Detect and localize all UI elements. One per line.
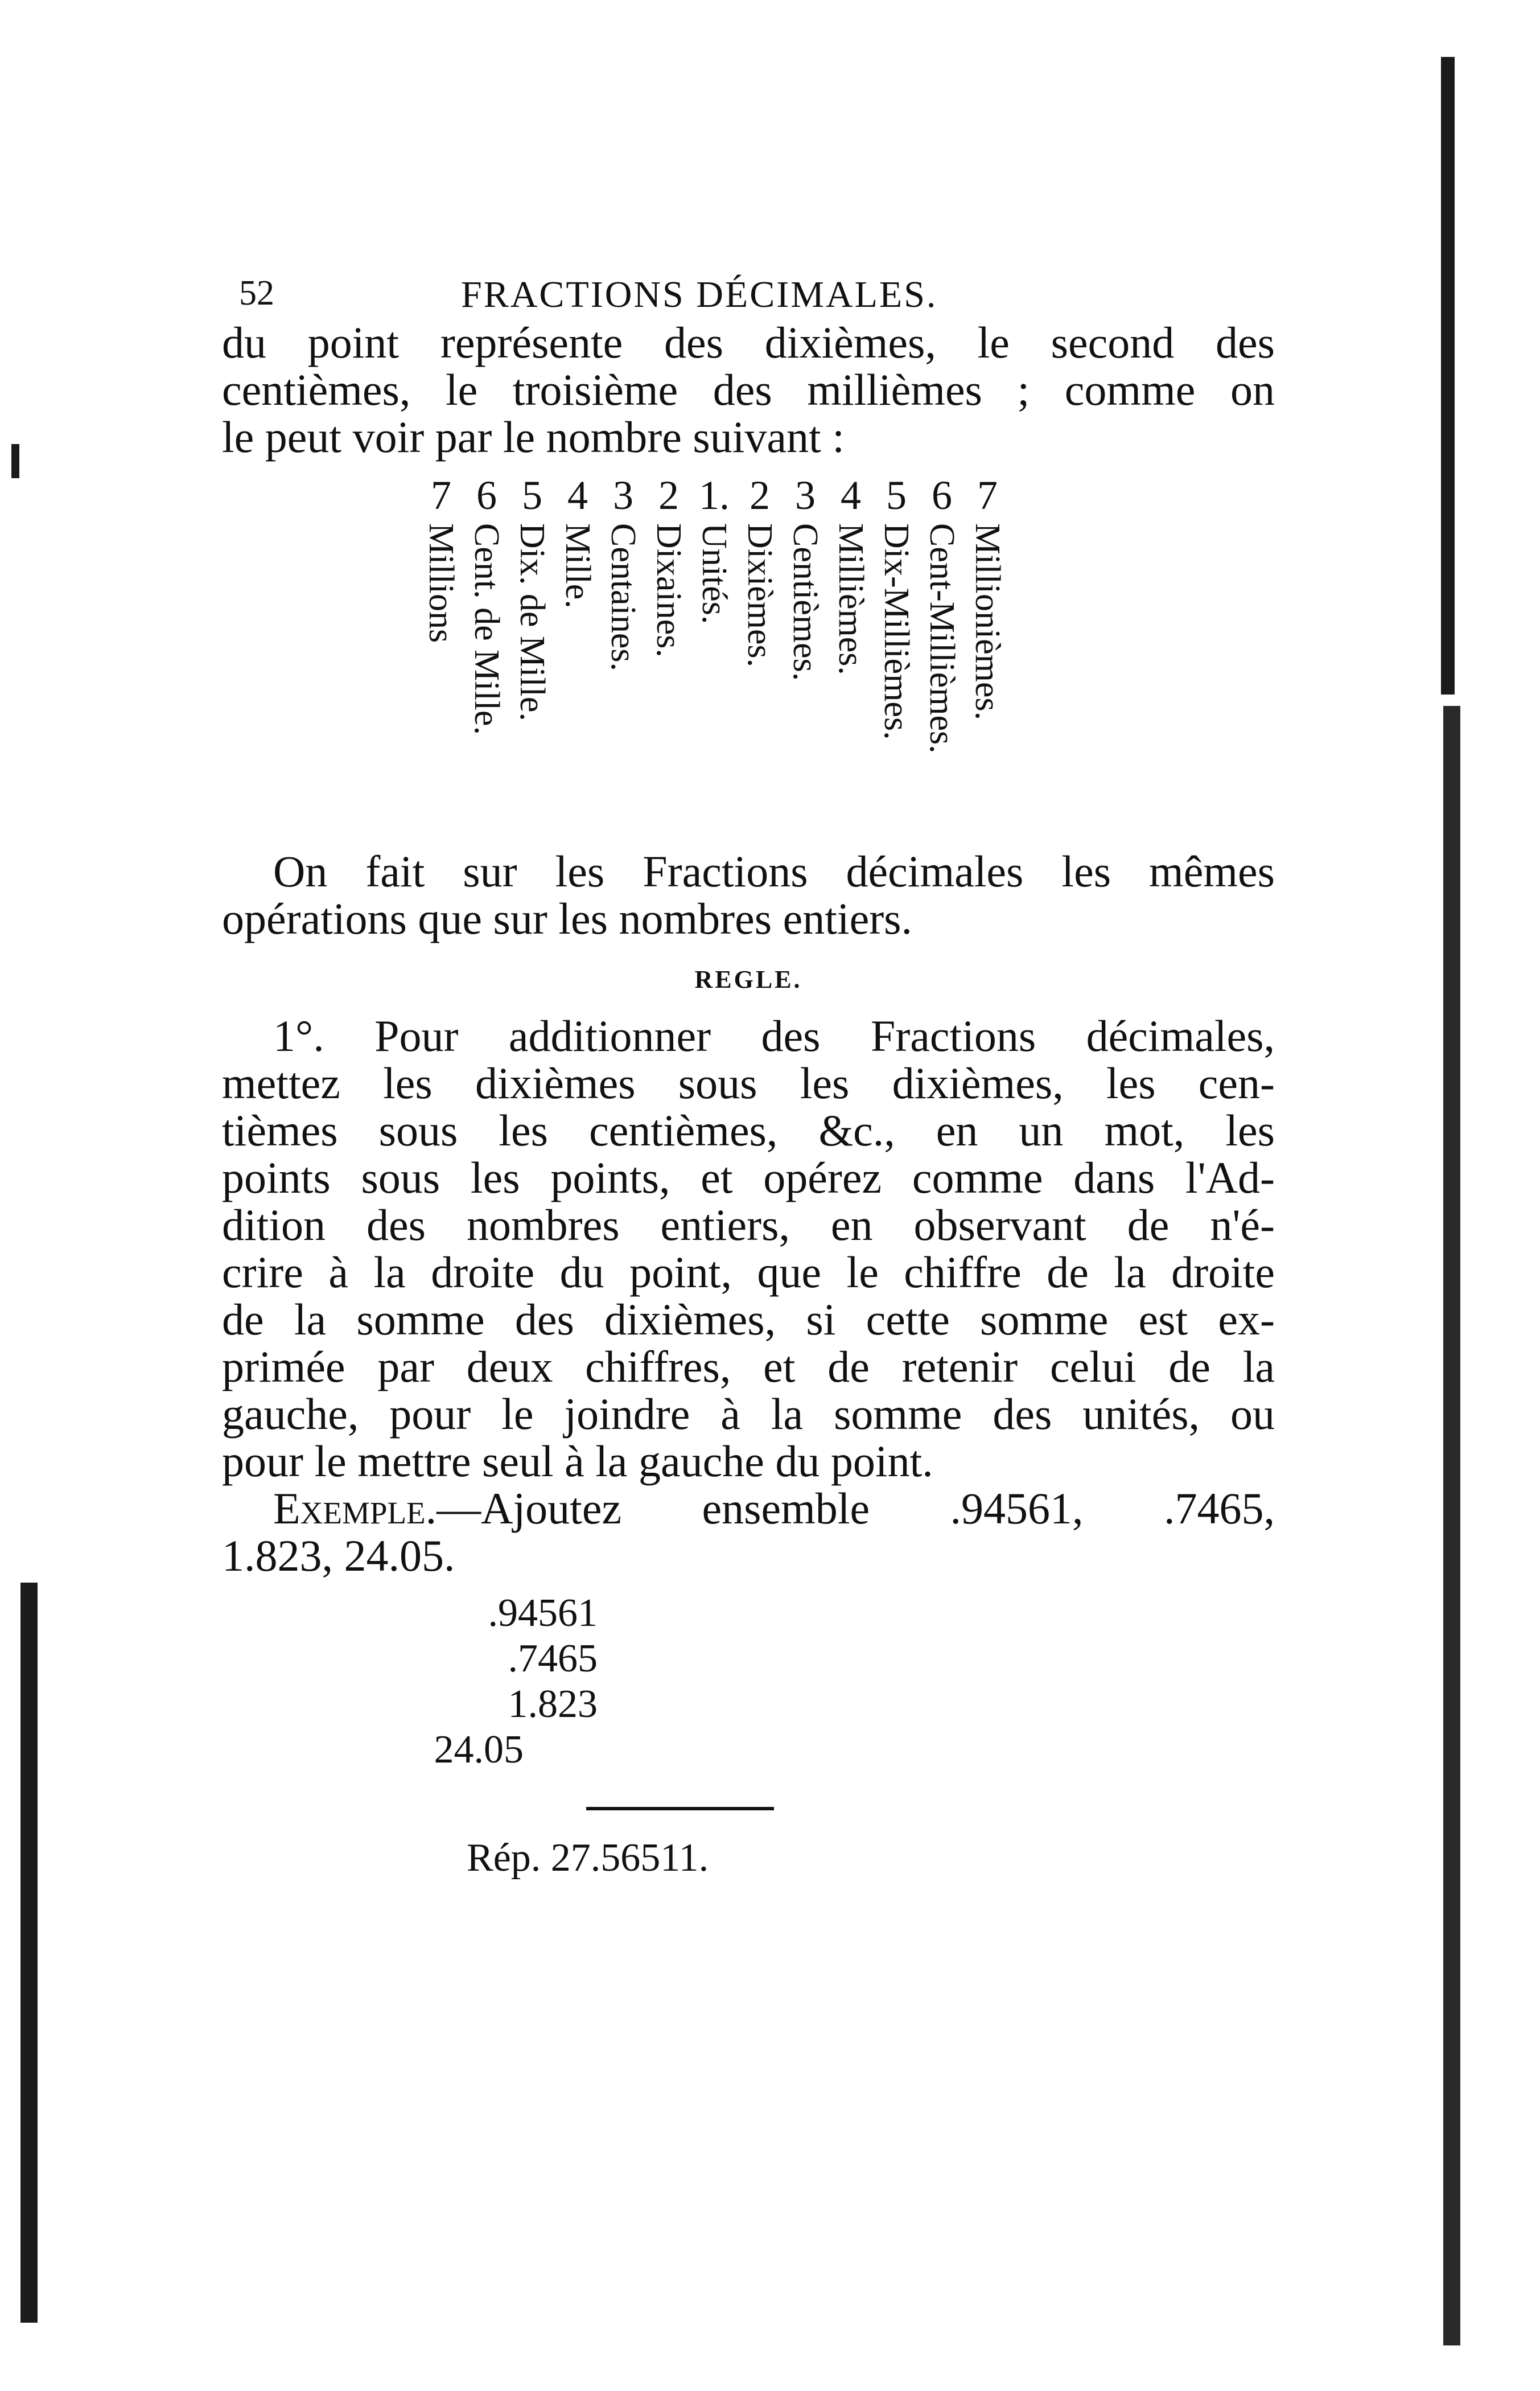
- place-digit: 7: [431, 473, 451, 518]
- left-edge-shadow: [20, 1583, 38, 2323]
- place-label: Dixaines.: [649, 523, 688, 658]
- text-line: On fait sur les Fractions décimales les mêmes: [273, 847, 1275, 896]
- place-digit: 7: [977, 473, 998, 518]
- place-digit: 3: [613, 473, 633, 518]
- text-line: crire à la droite du point, que le chiffre de la droite: [222, 1247, 1275, 1297]
- place-label: Unités.: [695, 523, 734, 625]
- place-label: Centièmes.: [786, 523, 825, 681]
- sum-rule: [586, 1807, 774, 1810]
- place-digit: 2: [750, 473, 770, 518]
- place-digit: 6: [932, 473, 952, 518]
- place-digit: 4: [567, 473, 588, 518]
- addend: 24.05: [434, 1728, 524, 1772]
- text-line: mettez les dixièmes sous les dixièmes, les cen-: [222, 1058, 1275, 1108]
- place-label: Dix-Millièmes.: [877, 523, 916, 740]
- addend: .7465: [508, 1637, 598, 1681]
- place-label: Millions: [422, 523, 460, 643]
- addend: .94561: [488, 1591, 598, 1635]
- statement-paragraph: [222, 848, 1275, 942]
- text-line: tièmes sous les centièmes, &c., en un mot, les: [222, 1106, 1275, 1155]
- place-digit: 5: [886, 473, 907, 518]
- text-line: de la somme des dixièmes, si cette somme est ex-: [222, 1295, 1275, 1344]
- place-label: Dixièmes.: [740, 523, 779, 668]
- place-label: Centaines.: [604, 523, 643, 671]
- addend: 1.823: [508, 1682, 598, 1726]
- addition-sum: [222, 1579, 1275, 1898]
- place-value-table: [222, 472, 1275, 848]
- text-line: dition des nombres entiers, en observant de n'é-: [222, 1200, 1275, 1250]
- text-line: 1.823, 24.05.: [222, 1531, 455, 1580]
- place-label: Cent-Millièmes.: [923, 523, 961, 754]
- running-head: [222, 268, 1275, 319]
- example-line: [222, 1485, 1275, 1532]
- binding-edge-shadow: [1443, 706, 1460, 2345]
- book-page: [222, 268, 1275, 1898]
- example-text: —Ajoutez ensemble .94561, .7465,: [437, 1484, 1275, 1533]
- text-line: opérations que sur les nombres entiers.: [222, 894, 913, 943]
- rule-heading: REGLE.: [694, 966, 802, 993]
- place-digit: 5: [522, 473, 542, 518]
- place-label: Dix. de Mille.: [513, 523, 551, 721]
- answer: Rép. 27.56511.: [467, 1836, 709, 1880]
- place-label: Millièmes.: [831, 523, 870, 675]
- place-digit: 3: [795, 473, 816, 518]
- page-number: 52: [239, 274, 274, 313]
- text-line: 1°. Pour additionner des Fractions décimales,: [273, 1011, 1275, 1061]
- place-label: Millionièmes.: [968, 523, 1007, 721]
- place-digit: 6: [476, 473, 497, 518]
- text-line: points sous les points, et opérez comme dans l'Ad-: [222, 1153, 1275, 1202]
- rule-paragraph: [222, 1012, 1275, 1485]
- intro-paragraph: [222, 319, 1275, 461]
- text-line: pour le mettre seul à la gauche du point.: [222, 1436, 933, 1486]
- place-digit: 4: [841, 473, 861, 518]
- example-label: Exemple.: [273, 1484, 437, 1533]
- place-label: Cent. de Mille.: [467, 523, 506, 735]
- text-line: le peut voir par le nombre suivant :: [222, 412, 845, 462]
- example-paragraph: [222, 1485, 1275, 1579]
- text-line: du point représente des dixièmes, le second des: [222, 318, 1275, 367]
- place-digit: 1.: [699, 473, 730, 518]
- left-edge-shadow: [11, 444, 19, 478]
- text-line: gauche, pour le joindre à la somme des unités, ou: [222, 1389, 1275, 1439]
- text-line: primée par deux chiffres, et de retenir celui de la: [222, 1342, 1275, 1391]
- running-title: FRACTIONS DÉCIMALES.: [461, 274, 938, 315]
- place-digit: 2: [658, 473, 679, 518]
- text-line: centièmes, le troisième des millièmes ; comme on: [222, 365, 1275, 414]
- place-label: Mille.: [558, 523, 597, 609]
- binding-edge-shadow: [1441, 57, 1455, 695]
